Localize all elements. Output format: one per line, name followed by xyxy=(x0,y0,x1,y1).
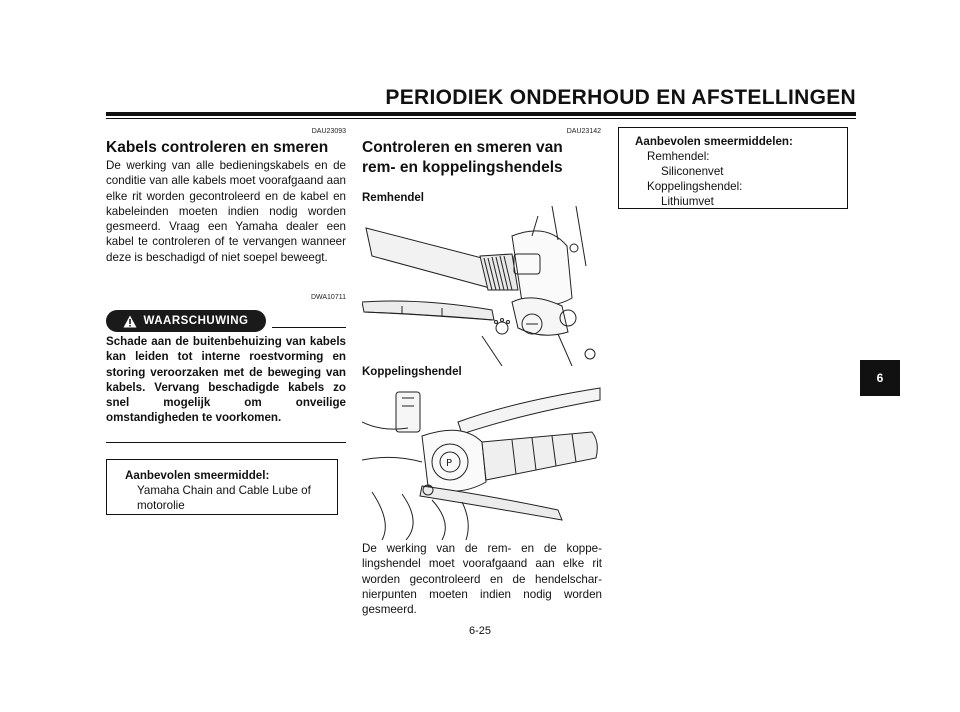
section-heading-levers-2: rem- en koppelingshendels xyxy=(362,159,563,176)
lubricant-line1: Yamaha Chain and Cable Lube of xyxy=(137,484,311,497)
warning-bottom-rule xyxy=(106,442,346,443)
clutch-lever-illustration xyxy=(362,382,602,540)
chapter-tab-marker: 6 xyxy=(860,360,900,396)
lubricant-box-levers xyxy=(618,127,848,209)
page-number: 6-25 xyxy=(468,625,492,637)
lubricant-line2: motorolie xyxy=(137,499,185,512)
brake-lever-illustration xyxy=(362,206,602,366)
header-rule-thin xyxy=(106,118,856,119)
lubricant-item-brake: Remhendel: xyxy=(647,150,710,163)
header-rule xyxy=(106,112,856,116)
warning-label: WAARSCHUWING xyxy=(143,315,249,327)
svg-text:P: P xyxy=(446,458,453,469)
page-header-title: PERIODIEK ONDERHOUD EN AFSTELLINGEN xyxy=(385,86,856,109)
section-heading-levers-1: Controleren en smeren van xyxy=(362,139,563,156)
cables-paragraph: De werking van alle bedieningskabels en de conditie van alle kabels moet voorafgaand aan elke rit worden gecontroleerd en de kabel en kabeleinden moeten indien nodig worden gesmeerd. Vraag een Yamaha dealer een kabel te controleren of te vervangen wanneer deze is beschadigd of niet soepel beweegt. xyxy=(106,159,346,264)
warning-text: Schade aan de buitenbehuizing van kabels kan leiden tot interne roestvorming en storing veroorzaken met de beweging van kabels. Vervang beschadigde kabels zo snel mogelijk om onveilige omstandigheden te voorkomen. xyxy=(106,335,346,425)
lubricant-box-cables xyxy=(106,459,338,515)
warning-badge xyxy=(106,310,266,332)
section-code: DAU23093 xyxy=(311,128,346,135)
warning-triangle-icon xyxy=(123,315,137,328)
levers-paragraph: De werking van de rem- en de koppelingshendel moet voorafgaand aan elke rit worden gecontroleerd en de hendelscharnierpunten moeten indien nodig worden gesmeerd. xyxy=(362,542,602,617)
section-heading-cables: Kabels controleren en smeren xyxy=(106,139,329,156)
lubricant-item-clutch: Koppelingshendel: xyxy=(647,180,743,193)
lubricants-box-title: Aanbevolen smeermiddelen: xyxy=(635,135,793,148)
section-code-levers: DAU23142 xyxy=(566,128,601,135)
clutch-lever-label: Koppelingshendel xyxy=(362,366,462,378)
lubricant-value-brake: Siliconenvet xyxy=(661,165,724,178)
lubricant-box-title: Aanbevolen smeermiddel: xyxy=(125,469,270,482)
brake-lever-label: Remhendel xyxy=(362,192,424,204)
lubricant-value-clutch: Lithiumvet xyxy=(661,195,714,208)
warning-rule xyxy=(272,327,346,328)
warning-code: DWA10711 xyxy=(310,294,346,301)
